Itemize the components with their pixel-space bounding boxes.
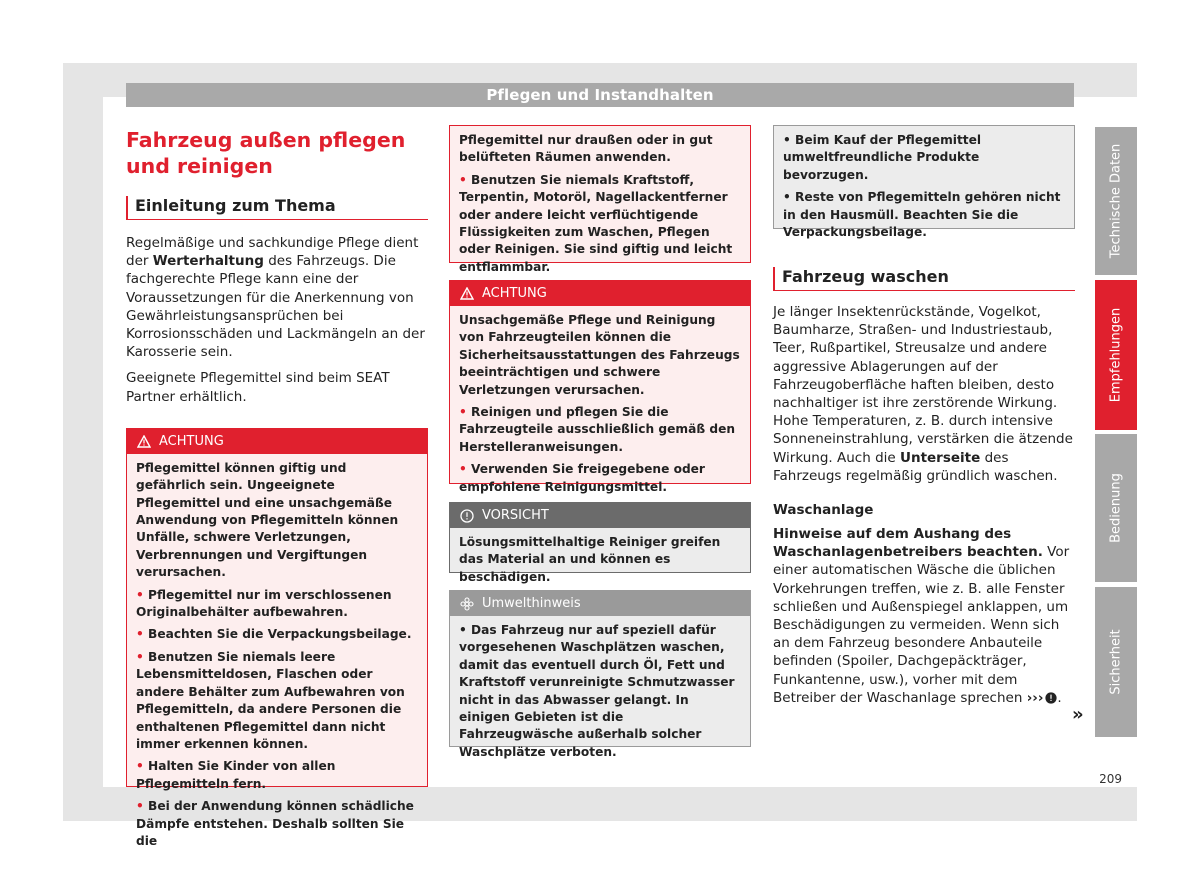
warning-item: • Bei der Anwendung können schädliche Dämpfe entstehen. Deshalb sollten Sie die <box>136 798 418 850</box>
section-heading-einleitung: Einleitung zum Thema <box>126 196 428 220</box>
environment-label: Umwelthinweis <box>482 596 581 611</box>
column-1 <box>126 125 428 848</box>
warning-item: • Benutzen Sie niemals Kraftstoff, Terpentin, Motoröl, Nagellackentferner oder andere leicht verflüchtigende Flüssigkeiten zum Waschen, Pflegen oder Reinigen. Sie sind giftig und leicht entflammbar. <box>459 172 741 276</box>
side-tab-technische-daten[interactable] <box>1095 127 1137 275</box>
text-run: des Fahrzeugs regelmäßig gründlich waschen. <box>773 449 1058 484</box>
chapter-header: Pflegen und Instandhalten <box>126 83 1074 107</box>
text-run: Regelmäßige und sachkundige Pflege dient der <box>126 235 419 270</box>
caution-box <box>449 502 751 584</box>
warning-box-1 <box>126 428 428 848</box>
flower-icon <box>460 597 474 611</box>
sub-heading-waschanlage: Waschanlage <box>773 502 874 519</box>
warning-item: • Reinigen und pflegen Sie die Fahrzeugteile ausschließlich gemäß den Herstelleranweisungen. <box>459 404 741 456</box>
side-tab-sicherheit[interactable] <box>1095 587 1137 737</box>
text-bold: Hinweise auf dem Aushang des Waschanlagenbetreibers beachten. <box>773 526 1043 561</box>
warning-intro: Unsachgemäße Pflege und Reinigung von Fahrzeugteilen können die Sicherheitsausstattungen des Fahrzeugs beeinträchtigen und schwere Verletzungen verursachen. <box>459 313 740 397</box>
warning-item: • Verwenden Sie freigegebene oder empfohlene Reinigungsmittel. <box>459 461 741 496</box>
warning-label: ACHTUNG <box>482 286 547 301</box>
environment-box-continued <box>773 125 1075 240</box>
warning-header <box>450 281 750 306</box>
warning-body <box>450 306 750 506</box>
warning-header <box>127 429 427 454</box>
washing-paragraph <box>773 303 1075 485</box>
warning-item: • Benutzen Sie niemals leere Lebensmitteldosen, Flaschen oder andere Behälter zum Aufbewahren von Pflegemitteln, da andere Personen die enthaltenen Pflegemittel dann nicht immer erkennen können. <box>136 649 418 753</box>
environment-box <box>449 590 751 759</box>
page-number: 209 <box>1099 772 1122 786</box>
environment-body <box>450 616 750 771</box>
text-run: Je länger Insektenrückstände, Vogelkot, Baumharze, Straßen- und Industriestaub, Teer, Rußpartikel, Streusalze und andere aggressive Ablagerungen auf der Fahrzeugoberfläche haften bleiben, desto nachhaltiger ist ihre zerstörende Wirkung. Hohe Temperaturen, z. B. durch intensive Sonneneinstrahlung, verstärken die ätzende Wirkung. Auch die <box>773 304 1073 466</box>
partner-paragraph: Geeignete Pflegemittel sind beim SEAT Partner erhältlich. <box>126 370 390 405</box>
warning-item: • Pflegemittel nur im verschlossenen Originalbehälter aufbewahren. <box>136 587 418 622</box>
environment-item: • Beim Kauf der Pflegemittel umweltfreundliche Produkte bevorzugen. <box>783 132 1065 184</box>
warning-triangle-icon <box>137 435 151 448</box>
text-bold: Werterhaltung <box>152 253 264 270</box>
side-tab-label: Empfehlungen <box>1108 307 1124 403</box>
column-3 <box>773 125 1075 717</box>
environment-header <box>450 591 750 616</box>
intro-paragraph <box>126 234 428 361</box>
warning-box-2 <box>449 280 751 494</box>
side-tab-bedienung[interactable] <box>1095 434 1137 582</box>
warning-continued-intro: Pflegemittel nur draußen oder in gut belüfteten Räumen anwenden. <box>459 133 713 165</box>
warning-triangle-icon <box>460 287 474 300</box>
warning-body <box>127 454 427 861</box>
caution-text: Lösungsmittelhaltige Reiniger greifen das Material an und können es beschädigen. <box>459 535 721 584</box>
warning-label: ACHTUNG <box>159 433 224 449</box>
warning-intro: Pflegemittel können giftig und gefährlich sein. Ungeeignete Pflegemittel und eine unsachgemäße Anwendung von Pflegemitteln können Unfälle, schwere Verletzungen, Verbrennungen und Vergiftungen verursachen. <box>136 460 399 580</box>
cross-reference-arrows[interactable]: ››› <box>1026 689 1044 706</box>
page-title: Fahrzeug außen pflegen und reinigen <box>126 128 406 178</box>
text-bold: Unterseite <box>900 449 981 466</box>
exclamation-circle-icon <box>460 509 474 523</box>
side-tab-label: Bedienung <box>1108 473 1124 543</box>
environment-item: • Das Fahrzeug nur auf speziell dafür vorgesehenen Waschplätzen waschen, damit das eventuell durch Öl, Fett und Kraftstoff verunreinigte Schmutzwasser nicht in das Abwasser gelangt. In einigen Gebieten ist die Fahrzeugwäsche außerhalb solcher Waschplätze verboten. <box>459 622 741 761</box>
text-run: Vor einer automatischen Wäsche die üblichen Vorkehrungen treffen, wie z. B. alle Fenster schließen und Außenspiegel anklappen, um Beschädigungen zu vermeiden. Wenn sich an dem Fahrzeug besondere Anbauteile befinden (Spoiler, Dachgepäckträger, Funkantenne, usw.), vorher mit dem Betreiber der Waschanlage sprechen <box>773 544 1070 706</box>
side-tab-label: Technische Daten <box>1108 143 1124 259</box>
side-tab-label: Sicherheit <box>1108 629 1124 695</box>
caution-header <box>450 503 750 528</box>
warning-item: • Halten Sie Kinder von allen Pflegemitteln fern. <box>136 758 418 793</box>
text-run: des Fahrzeugs. Die fachgerechte Pflege kann eine der Voraussetzungen für die Anerkennung von Gewährleistungsansprüchen bei Korrosionsschäden und Lackmängeln an der Karosserie sein. <box>126 253 425 361</box>
column-2 <box>449 125 751 759</box>
side-tab-empfehlungen[interactable] <box>1095 280 1137 430</box>
caution-label: VORSICHT <box>482 508 549 523</box>
section-heading-fahrzeug-waschen: Fahrzeug waschen <box>773 267 1075 291</box>
warning-box-continued <box>449 125 751 274</box>
car-wash-paragraph <box>773 525 1075 709</box>
environment-item: • Reste von Pflegemitteln gehören nicht in den Hausmüll. Beachten Sie die Verpackungsbeilage. <box>783 189 1065 241</box>
exclamation-circle-icon <box>1045 691 1057 709</box>
warning-item: • Beachten Sie die Verpackungsbeilage. <box>136 626 418 643</box>
text-run: . <box>1057 689 1062 706</box>
continue-indicator: » <box>1072 704 1084 725</box>
